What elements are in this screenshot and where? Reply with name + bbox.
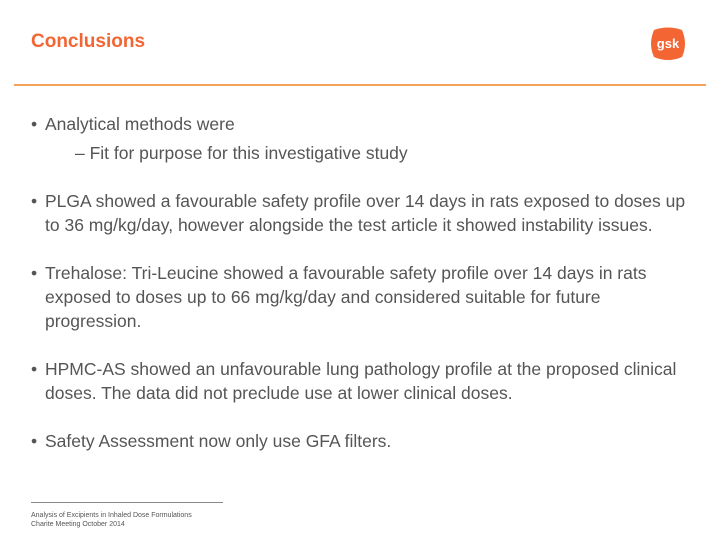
bullet-text: Analytical methods were: [45, 114, 235, 134]
footer-line-2: Charite Meeting October 2014: [31, 521, 125, 528]
bullet-marker: •: [31, 431, 38, 451]
footer-line-1: Analysis of Excipients in Inhaled Dose Formulations: [31, 512, 192, 519]
slide-body: [31, 112, 691, 453]
bullet-marker: •: [31, 191, 38, 211]
bullet-trehalose: [31, 261, 691, 333]
bullet-text: Trehalose: Tri-Leucine showed a favourable safety profile over 14 days in rats exposed to doses up to 66 mg/kg/day and considered suitable for future progression.: [45, 263, 647, 331]
slide-footer: [31, 511, 192, 529]
bullet-analytical-methods: [31, 112, 691, 165]
bullet-hpmc-as: [31, 357, 691, 405]
footer-divider: [31, 502, 223, 503]
bullet-marker: •: [31, 263, 38, 283]
gsk-logo: [648, 26, 688, 62]
bullet-marker: •: [31, 114, 38, 134]
logo-text: gsk: [656, 36, 680, 51]
title-divider: [14, 84, 706, 86]
bullet-text: Safety Assessment now only use GFA filters.: [45, 431, 392, 451]
bullet-safety-assessment: [31, 429, 691, 453]
bullet-marker: •: [31, 359, 38, 379]
sub-bullet-fit-for-purpose: – Fit for purpose for this investigative study: [75, 143, 408, 163]
bullet-text: HPMC-AS showed an unfavourable lung pathology profile at the proposed clinical doses. The data did not preclude use at lower clinical doses.: [45, 359, 677, 403]
bullet-plga: [31, 189, 691, 237]
slide-title: Conclusions: [31, 31, 146, 52]
bullet-text: PLGA showed a favourable safety profile over 14 days in rats exposed to doses up to 36 mg/kg/day, however alongside the test article it showed instability issues.: [45, 191, 686, 235]
